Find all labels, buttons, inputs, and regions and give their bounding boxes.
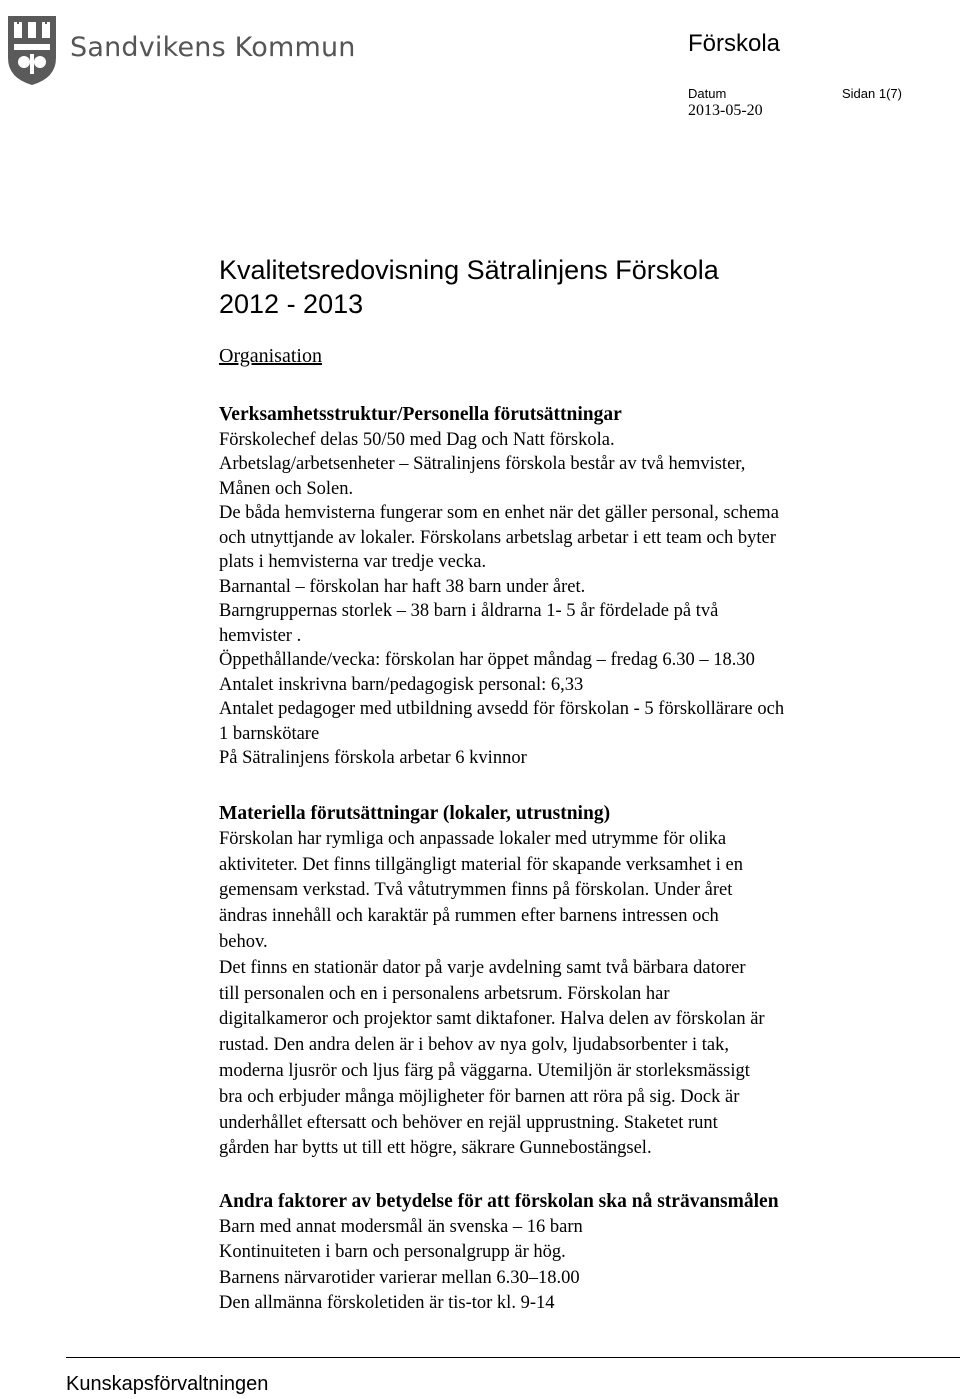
text-line: bra och erbjuder många möjligheter för barnen att röra på sig. Dock är	[219, 1086, 740, 1107]
footer-department: Kunskapsförvaltningen	[66, 1373, 269, 1395]
text-line: moderna ljusrör och ljus färg på väggarna. Utemiljön är storleksmässigt	[219, 1060, 750, 1081]
document-date: 2013-05-20	[688, 102, 763, 119]
text-line: Förskolan har rymliga och anpassade lokaler med utrymme för olika	[219, 828, 727, 849]
text-line: behov.	[219, 931, 268, 952]
text-line: hemvister .	[219, 625, 302, 646]
text-line: ändras innehåll och karaktär på rummen efter barnens intressen och	[219, 906, 719, 927]
text-line: Barnantal – förskolan har haft 38 barn under året.	[219, 576, 586, 597]
footer-divider	[66, 1357, 960, 1358]
title-line: Kvalitetsredovisning Sätralinjens Förskola	[219, 255, 719, 285]
title-line: 2012 - 2013	[219, 289, 364, 319]
text-line: Arbetslag/arbetsenheter – Sätralinjens förskola består av två hemvister,	[219, 454, 746, 474]
text-line: Barngruppernas storlek – 38 barn i åldrarna 1- 5 år fördelade på två	[219, 601, 719, 621]
section-materiella-forutsattningar	[219, 801, 909, 1162]
text-line: Barnens närvarotider varierar mellan 6.30–18.00	[219, 1267, 580, 1288]
text-line: Månen och Solen.	[219, 478, 354, 499]
municipality-logo	[6, 14, 356, 86]
text-line: Antalet pedagoger med utbildning avsedd för förskolan - 5 förskollärare och	[219, 699, 785, 719]
text-line: rustad. Den andra delen är i behov av nya golv, ljudabsorbenter i tak,	[219, 1035, 729, 1056]
text-line: underhållet eftersatt och behöver en rejäl upprustning. Staketet runt	[219, 1112, 718, 1133]
document-title	[219, 253, 719, 321]
text-line: På Sätralinjens förskola arbetar 6 kvinnor	[219, 748, 527, 768]
subsection-heading: Andra faktorer av betydelse för att förskolan ska nå strävansmålen	[219, 1191, 779, 1212]
text-line: Kontinuiteten i barn och personalgrupp är hög.	[219, 1242, 566, 1263]
text-line: De båda hemvisterna fungerar som en enhet när det gäller personal, schema	[219, 503, 779, 523]
organization-name: Sandvikens Kommun	[70, 32, 356, 63]
text-line: gården har bytts ut till ett högre, säkrare Gunnebostängsel.	[219, 1138, 652, 1159]
text-line: Den allmänna förskoletiden är tis-tor kl. 9-14	[219, 1293, 555, 1314]
text-line: och utnyttjande av lokaler. Förskolans arbetslag arbetar i ett team och byter	[219, 527, 776, 548]
date-label: Datum	[688, 86, 727, 101]
text-line: digitalkameror och projektor samt diktafoner. Halva delen av förskolan är	[219, 1009, 765, 1030]
text-line: Öppethållande/vecka: förskolan har öppet måndag – fredag 6.30 – 18.30	[219, 650, 755, 670]
text-line: Antalet inskrivna barn/pedagogisk personal: 6,33	[219, 674, 584, 695]
coat-of-arms-icon	[6, 14, 58, 86]
text-line: Det finns en stationär dator på varje avdelning samt två bärbara datorer	[219, 957, 746, 978]
text-line: Förskolechef delas 50/50 med Dag och Natt förskola.	[219, 429, 615, 450]
text-line: gemensam verkstad. Två våtutrymmen finns på förskolan. Under året	[219, 880, 733, 901]
page-number: Sidan 1(7)	[842, 86, 902, 101]
subsection-heading: Materiella förutsättningar (lokaler, utrustning)	[219, 803, 611, 824]
text-line: 1 barnskötare	[219, 723, 320, 744]
subsection-heading: Verksamhetsstruktur/Personella förutsättningar	[219, 404, 622, 425]
text-line: till personalen och en i personalens arbetsrum. Förskolan har	[219, 983, 670, 1004]
section-verksamhetsstruktur	[219, 403, 909, 771]
text-line: plats i hemvisterna var tredje vecka.	[219, 552, 487, 572]
text-line: aktiviteter. Det finns tillgängligt material för skapande verksamhet i en	[219, 854, 744, 875]
document-type: Förskola	[688, 30, 781, 57]
section-andra-faktorer	[219, 1189, 909, 1317]
text-line: Barn med annat modersmål än svenska – 16 barn	[219, 1216, 583, 1237]
section-heading-organisation: Organisation	[219, 345, 322, 367]
